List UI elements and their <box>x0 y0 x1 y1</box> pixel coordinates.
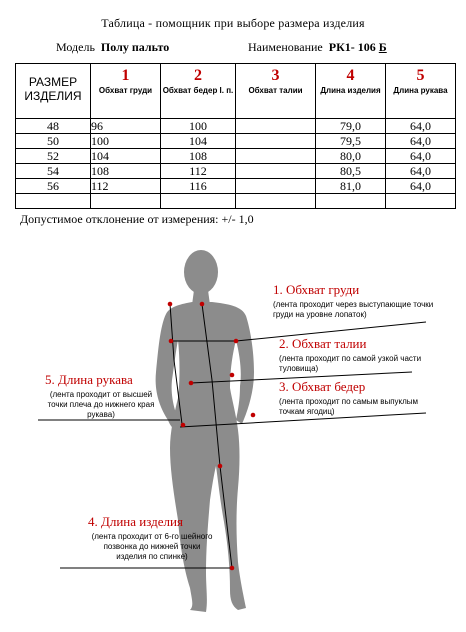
model-label: Модель <box>56 40 95 54</box>
cell-length: 81,0 <box>316 179 386 194</box>
cell-size: 50 <box>16 134 91 149</box>
header-sleeve: 5 Длина рукава <box>386 64 456 119</box>
cell-hips: 108 <box>161 149 236 164</box>
name-suffix: Б <box>378 40 387 54</box>
label-waist: 2. Обхват талии (лента проходит по самой узкой части туловища) <box>279 336 422 373</box>
cell-hips: 100 <box>161 119 236 134</box>
label-length: 4. Длина изделия (лента проходит от 6-го шейного позвонка до нижней точки изделия по спинке) <box>88 514 213 561</box>
cell-length: 80,5 <box>316 164 386 179</box>
cell-size: 54 <box>16 164 91 179</box>
cell-hips: 112 <box>161 164 236 179</box>
model-value: Полу пальто <box>100 40 170 54</box>
cell-chest: 96 <box>91 119 161 134</box>
cell-length: 80,0 <box>316 149 386 164</box>
cell-sleeve: 64,0 <box>386 149 456 164</box>
cell-sleeve: 64,0 <box>386 179 456 194</box>
header-chest: 1 Обхват груди <box>91 64 161 119</box>
cell-chest: 100 <box>91 134 161 149</box>
cell-size: 48 <box>16 119 91 134</box>
header-length: 4 Длина изделия <box>316 64 386 119</box>
label-sleeve: 5. Длина рукава (лента проходит от высшей точки плеча до нижнего края рукава) <box>45 372 155 419</box>
tolerance-note: Допустимое отклонение от измерения: +/- 1,0 <box>20 212 254 226</box>
cell-length: 79,0 <box>316 119 386 134</box>
cell-size: 56 <box>16 179 91 194</box>
label-chest: 1. Обхват груди (лента проходит через выступающие точки груди на уровне лопаток) <box>273 282 434 319</box>
header-hips: 2 Обхват бедер I. п. <box>161 64 236 119</box>
cell-size: 52 <box>16 149 91 164</box>
header-size: РАЗМЕР ИЗДЕЛИЯ <box>16 64 91 119</box>
cell-sleeve: 64,0 <box>386 134 456 149</box>
name-label: Наименование <box>248 40 323 54</box>
cell-sleeve: 64,0 <box>386 164 456 179</box>
page-title: Таблица - помощник при выборе размера изделия <box>101 16 365 30</box>
label-hips: 3. Обхват бедер (лента проходит по самым выпуклым точкам ягодиц) <box>279 379 419 416</box>
cell-chest: 108 <box>91 164 161 179</box>
cell-chest: 112 <box>91 179 161 194</box>
cell-length: 79,5 <box>316 134 386 149</box>
cell-sleeve: 64,0 <box>386 119 456 134</box>
header-waist: 3 Обхват талии <box>236 64 316 119</box>
cell-hips: 104 <box>161 134 236 149</box>
cell-hips: 116 <box>161 179 236 194</box>
name-value: РК1- 106 <box>328 40 379 54</box>
cell-chest: 104 <box>91 149 161 164</box>
